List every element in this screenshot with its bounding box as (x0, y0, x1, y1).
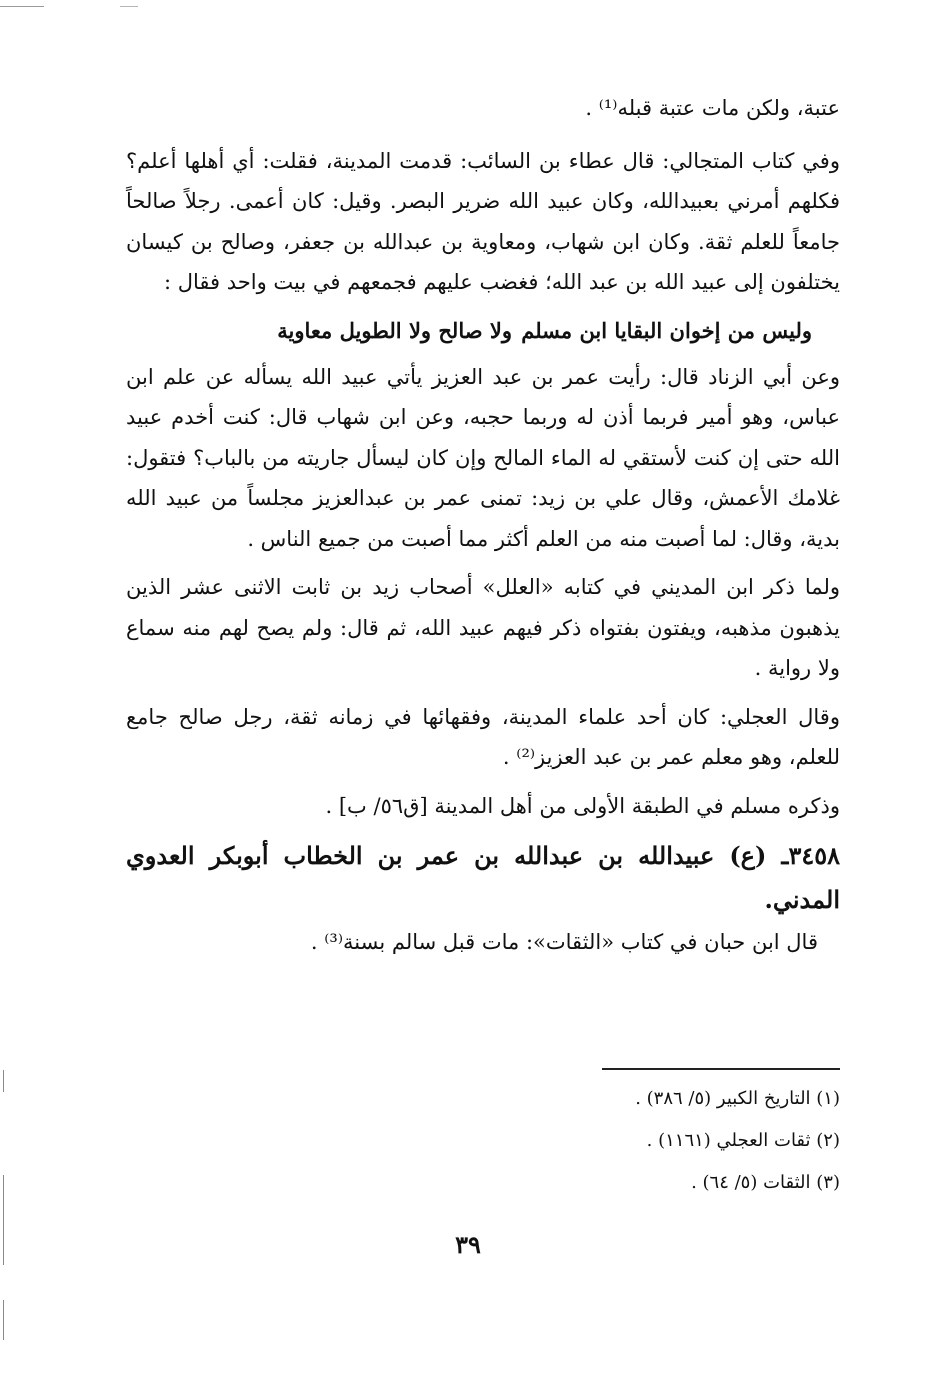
scan-edge-mark (120, 6, 138, 7)
paragraph: وفي كتاب المتجالي: قال عطاء بن السائب: قدمت المدينة، فقلت: أي أهلها أعلم؟ فكلهم أمرني بعبيدالله، وكان عبيد الله ضرير البصر. وقيل: كان أعمى. رجلاً صالحاً جامعاً للعلم ثقة. وكان ابن شهاب، ومعاوية بن عبدالله بن جعفر، وصالح بن كيسان يختلفون إلى عبيد الله بن عبد الله؛ فغضب عليهم فجمعهم في بيت واحد فقال : (126, 148, 840, 294)
poetry-verse (126, 311, 840, 351)
scan-edge-mark (3, 1300, 4, 1340)
scan-edge-mark (3, 1070, 4, 1092)
paragraph: عتبة، ولكن مات عتبة قبله⁽¹⁾ . (585, 96, 840, 120)
entry-heading: ٣٤٥٨ـ (ع) عبيدالله بن عبدالله بن عمر بن الخطاب أبوبكر العدوي المدني. (126, 841, 840, 914)
page-number: ٣٩ (455, 1230, 481, 1259)
footnotes (400, 1078, 840, 1204)
page-body (126, 88, 840, 962)
scan-edge-mark (3, 1175, 4, 1265)
footnote-divider (602, 1068, 840, 1070)
verse-hemistich: وليس من إخوان البقايا ابن مسلم (521, 317, 812, 343)
footnote: (١) التاريخ الكبير (٥/ ٣٨٦) . (635, 1088, 840, 1109)
footnote: (٢) ثقات العجلي (١١٦١) . (646, 1130, 840, 1151)
entry-text: قال ابن حبان في كتاب «الثقات»: مات قبل سالم بسنة⁽³⁾ . (310, 930, 818, 954)
paragraph: وعن أبي الزناد قال: رأيت عمر بن عبد العزيز يأتي عبيد الله يسأله عن علم ابن عباس، وهو أمير فربما أذن له وربما حجبه، وعن ابن شهاب قال: كنت أخدم عبيد الله حتى إن كنت لأستقي له الماء المالح وإن كان ليسأل جاريته من بالباب؟ فتقول: غلامك الأعمش، وقال علي بن زيد: تمنى عمر بن عبدالعزيز مجلساً من عبيد الله بدية، وقال: لما أصبت منه من العلم أكثر مما أصبت من جميع الناس . (126, 364, 840, 551)
paragraph: ولما ذكر ابن المديني في كتابه «العلل» أصحاب زيد بن ثابت الاثنى عشر الذين يذهبون مذهبه، ويفتون بفتواه ذكر فيهم عبيد الله، ثم قال: ولم يصح لهم منه سماع ولا رواية . (126, 575, 840, 680)
paragraph: وقال العجلي: كان أحد علماء المدينة، وفقهائها في زمانه ثقة، رجل صالح جامع للعلم، وهو معلم عمر بن عبد العزيز⁽²⁾ . (126, 704, 840, 769)
footnote: (٣) الثقات (٥/ ٦٤) . (691, 1172, 840, 1193)
paragraph: وذكره مسلم في الطبقة الأولى من أهل المدينة [ق٥٦/ ب] . (325, 793, 840, 818)
verse-hemistich: ولا صالح ولا الطويل معاوية (277, 317, 512, 343)
scan-edge-mark (0, 6, 44, 7)
